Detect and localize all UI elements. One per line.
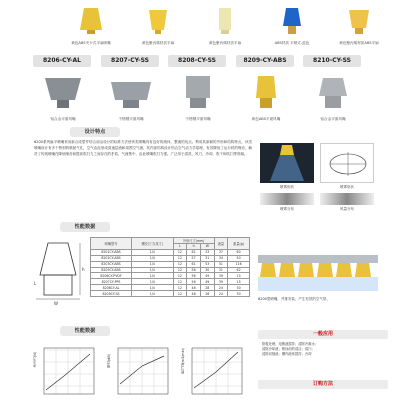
table-cell: 53: [200, 261, 214, 267]
dim-h-label: h: [82, 267, 85, 272]
spray-pattern-caption: 喷雾形状: [340, 185, 354, 189]
perf2-title: 性能数据: [60, 326, 110, 336]
col-header: 重量(g): [228, 238, 250, 250]
product-tile[interactable]: [259, 2, 325, 46]
col-group-header: 外形尺寸(mm): [173, 238, 214, 244]
nozzle-body: [186, 76, 210, 98]
air-curtain: [258, 277, 378, 291]
air-distribution-bar: [320, 193, 374, 205]
spray-pattern-diagram: [321, 144, 375, 184]
table-cell: 12: [173, 273, 187, 279]
table-cell: 60: [228, 249, 250, 255]
model-label: 8207-CY-SS: [101, 55, 159, 67]
table-cell: 30: [228, 291, 250, 297]
table-cell: 12: [173, 279, 187, 285]
table-cell: 62: [228, 267, 250, 273]
product-tile[interactable]: [236, 70, 296, 122]
nozzle-thread: [355, 28, 363, 34]
table-cell: 15: [228, 279, 250, 285]
table-cell: 1/4: [132, 255, 173, 261]
product-tile[interactable]: [326, 2, 392, 46]
col-header: h: [187, 244, 201, 250]
tile-caption: 铝合金平面风嘴: [320, 117, 346, 121]
table-cell: 61: [187, 249, 201, 255]
table-cell: 1/4: [132, 279, 173, 285]
dim-l-label: L: [34, 281, 37, 286]
apps-line: 清除切削液；槽内液体搅拌；冷却: [262, 352, 312, 357]
table-cell: 12: [173, 249, 187, 255]
table-cell: 28: [200, 291, 214, 297]
tile-caption: 黄色聚丙烯材质ABS平扇: [339, 41, 379, 45]
table-cell: 1/4: [132, 261, 173, 267]
chart-ylabel: 耗气量(m3/min): [181, 348, 185, 374]
table-cell: 49: [200, 273, 214, 279]
table-cell: 8205CY-ABS: [91, 267, 132, 273]
table-cell: 37: [214, 249, 228, 255]
nozzle-photo: [143, 4, 173, 36]
model-label: 8206-CY-AL: [33, 55, 91, 67]
nozzle-photo: [344, 4, 374, 36]
product-tile[interactable]: [192, 2, 258, 46]
table-cell: 116: [228, 261, 250, 267]
array-nozzle: [336, 263, 352, 277]
product-tile[interactable]: [58, 2, 124, 46]
array-nozzle: [355, 263, 371, 277]
tile-caption: ABS材质 平喷式-蓝色: [274, 41, 310, 45]
col-header: 流量: [214, 238, 228, 250]
nozzle-thread: [123, 100, 139, 108]
col-header: L: [173, 244, 187, 250]
chart-grid: [44, 348, 94, 394]
table-cell: 48: [187, 285, 201, 291]
apps-line: 阳极处理；电镀液搅拌；清除冷凝水；: [262, 342, 319, 346]
col-header: 喷嘴型号: [91, 238, 132, 250]
table-cell: 34: [214, 255, 228, 261]
table-cell: 8203CY-ABS: [91, 261, 132, 267]
table-cell: 8208CY-AL: [91, 285, 132, 291]
tile-caption: 不锈钢平面风嘴: [185, 117, 211, 121]
table-cell: 30: [200, 267, 214, 273]
table-cell: 12: [173, 261, 187, 267]
table-cell: 8201CY-ABS: [91, 249, 132, 255]
nozzle-thread: [87, 30, 95, 34]
table-cell: 39: [214, 273, 228, 279]
nozzle-body: [80, 8, 102, 30]
design-paragraph: 8200系列扁平喷嘴采用新合成型并结合前沿设计的标准方法使该类喷嘴具有良好的流体，整流的优点。利用其新颖的外形和结构特点，该类喷嘴设计有多个特别的喷射气孔，空气由此形成高速层流和周围空气流，其内部结构设计结合空气动力学原理，有效降低了运行时的噪音，解决了传统喷嘴在降低噪音和提高吹扫力之间存在的矛盾，气流集中，由此喷嘴吹扫力强。广泛用于清洗、风刀、冷却、吹干和吹扫等领域。: [34, 140, 252, 157]
table-cell: 56: [187, 279, 201, 285]
dim-w-label: W: [54, 301, 58, 306]
product-tile[interactable]: [303, 70, 363, 122]
nozzle-thread: [155, 30, 161, 34]
table-cell: 12: [173, 285, 187, 291]
nozzle-thread: [221, 30, 229, 34]
nozzle-shape: [280, 145, 294, 155]
table-cell: 31: [200, 255, 214, 261]
table-cell: 61: [187, 261, 201, 267]
table-cell: 51: [214, 261, 228, 267]
chart-ylabel: 冲击力(N): [33, 352, 37, 368]
table-cell: 49: [200, 279, 214, 285]
nozzle-thread: [260, 98, 272, 108]
table-cell: 30: [228, 285, 250, 291]
model-label: 8210-CY-SS: [303, 55, 361, 67]
nozzle-photo: [210, 4, 240, 36]
table-row: [91, 291, 250, 297]
chart-frame: [118, 348, 168, 394]
table-cell: 57: [187, 255, 201, 261]
table-cell: 15: [228, 273, 250, 279]
nozzle-body: [45, 78, 81, 100]
table-cell: 24: [214, 285, 228, 291]
tile-caption: 铝合金平面风嘴: [50, 117, 76, 121]
chart-frame: [44, 348, 94, 394]
perf-chart-air: [182, 342, 246, 400]
model-label: 8208-CY-SS: [168, 55, 226, 67]
nozzle-thread: [190, 98, 206, 108]
nozzle-body: [149, 10, 167, 30]
nozzle-body: [111, 82, 151, 100]
product-tile[interactable]: [168, 70, 228, 122]
spray-distribution-bar: [260, 193, 314, 205]
design-title: 设计特点: [70, 127, 120, 137]
tile-caption: 黄色聚丙烯材质平扇: [208, 41, 242, 45]
order-title: 订购方法: [258, 380, 388, 389]
manifold-bar: [258, 255, 378, 263]
nozzle-photo: [236, 70, 296, 114]
nozzle-photo: [168, 70, 228, 114]
apps-title: 一般应用: [258, 330, 388, 339]
nozzle-body: [219, 8, 231, 30]
nozzle-array-group: [260, 263, 371, 277]
spray-distribution-caption: 喷雾分布: [280, 207, 294, 211]
tile-caption: 黄色ABS平面风嘴: [251, 117, 281, 121]
nozzle-thread: [57, 100, 69, 108]
table-header-row: [91, 238, 250, 244]
table-cell: 56: [187, 273, 201, 279]
table-cell: 8209CY-SS: [91, 291, 132, 297]
product-tile[interactable]: [101, 70, 161, 122]
air-distribution-caption: 风量分布: [340, 207, 354, 211]
nozzle-photo: [277, 4, 307, 36]
array-caption: 8200型喷嘴，并排安装，产生有效的空气带。: [258, 297, 330, 301]
nozzle-thread: [325, 96, 341, 108]
table-cell: 12: [173, 291, 187, 297]
nozzle-array-diagram: [258, 251, 378, 295]
table-cell: 1/4: [132, 285, 173, 291]
table-cell: 1/4: [132, 273, 173, 279]
nozzle-base: [44, 275, 72, 295]
table-cell: 28: [200, 285, 214, 291]
noise-chart: [108, 342, 172, 400]
nozzle-body: [283, 8, 301, 26]
nozzle-photo: [303, 70, 363, 114]
tile-caption: 不锈钢平面风嘴: [118, 117, 144, 121]
nozzle-photo: [76, 4, 106, 36]
table-cell: 24: [214, 291, 228, 297]
apps-line: 清除冷却液；喷涂前的清洁；清扫；: [262, 347, 315, 352]
array-nozzle: [260, 263, 276, 277]
spray-shape-image: [260, 143, 314, 183]
table-cell: 1/4: [132, 291, 173, 297]
product-tile[interactable]: [125, 2, 191, 46]
model-label: 8209-CY-ABS: [236, 55, 294, 67]
force-chart: [34, 342, 98, 400]
nozzle-body: [256, 76, 276, 98]
nozzle-array-image: [258, 251, 378, 295]
perf-title: 性能数据: [60, 222, 110, 232]
nozzle-photo: [33, 70, 93, 114]
tile-caption: 黄色聚丙烯材质平扇: [141, 41, 175, 45]
perf-chart-force: [34, 342, 98, 400]
table-cell: 12: [173, 267, 187, 273]
spray-shape-caption: 喷雾形状: [280, 185, 294, 189]
spec-table: [90, 237, 250, 297]
tile-caption: 黄色ABS夹卡式平扇喷嘴: [71, 41, 111, 45]
col-header: 螺纹尺寸(英寸): [132, 238, 173, 250]
table-cell: 1/4: [132, 267, 173, 273]
table-cell: 8206CY-PVDF: [91, 273, 132, 279]
array-nozzle: [317, 263, 333, 277]
air-chart: [182, 342, 246, 400]
chart-grid: [118, 348, 168, 394]
table-cell: 31: [214, 267, 228, 273]
spray-cone: [270, 155, 304, 181]
table-cell: 12: [173, 255, 187, 261]
table-cell: 39: [214, 279, 228, 285]
dimension-drawing: [30, 237, 86, 317]
perf-chart-noise: [108, 342, 172, 400]
array-nozzle: [279, 263, 295, 277]
apps-text: [262, 342, 392, 358]
col-header: W: [200, 244, 214, 250]
nozzle-dimension-diagram: [30, 237, 86, 317]
spray-pattern-image: [320, 143, 374, 183]
table-cell: 8207CY-PPS: [91, 279, 132, 285]
nozzle-thread: [288, 26, 296, 34]
nozzle-outline: [40, 243, 76, 275]
table-cell: 50: [228, 255, 250, 261]
table-cell: 33: [200, 249, 214, 255]
table-cell: 8202CY-ABS: [91, 255, 132, 261]
nozzle-body: [319, 78, 347, 96]
product-tile[interactable]: [33, 70, 93, 122]
table-cell: 56: [187, 267, 201, 273]
chart-ylabel: 噪音(dB): [107, 354, 111, 368]
table-cell: 1/4: [132, 249, 173, 255]
spray-shape-diagram: [260, 143, 314, 183]
table-cell: 48: [187, 291, 201, 297]
array-nozzle: [298, 263, 314, 277]
nozzle-photo: [101, 70, 161, 114]
nozzle-body: [349, 10, 369, 28]
